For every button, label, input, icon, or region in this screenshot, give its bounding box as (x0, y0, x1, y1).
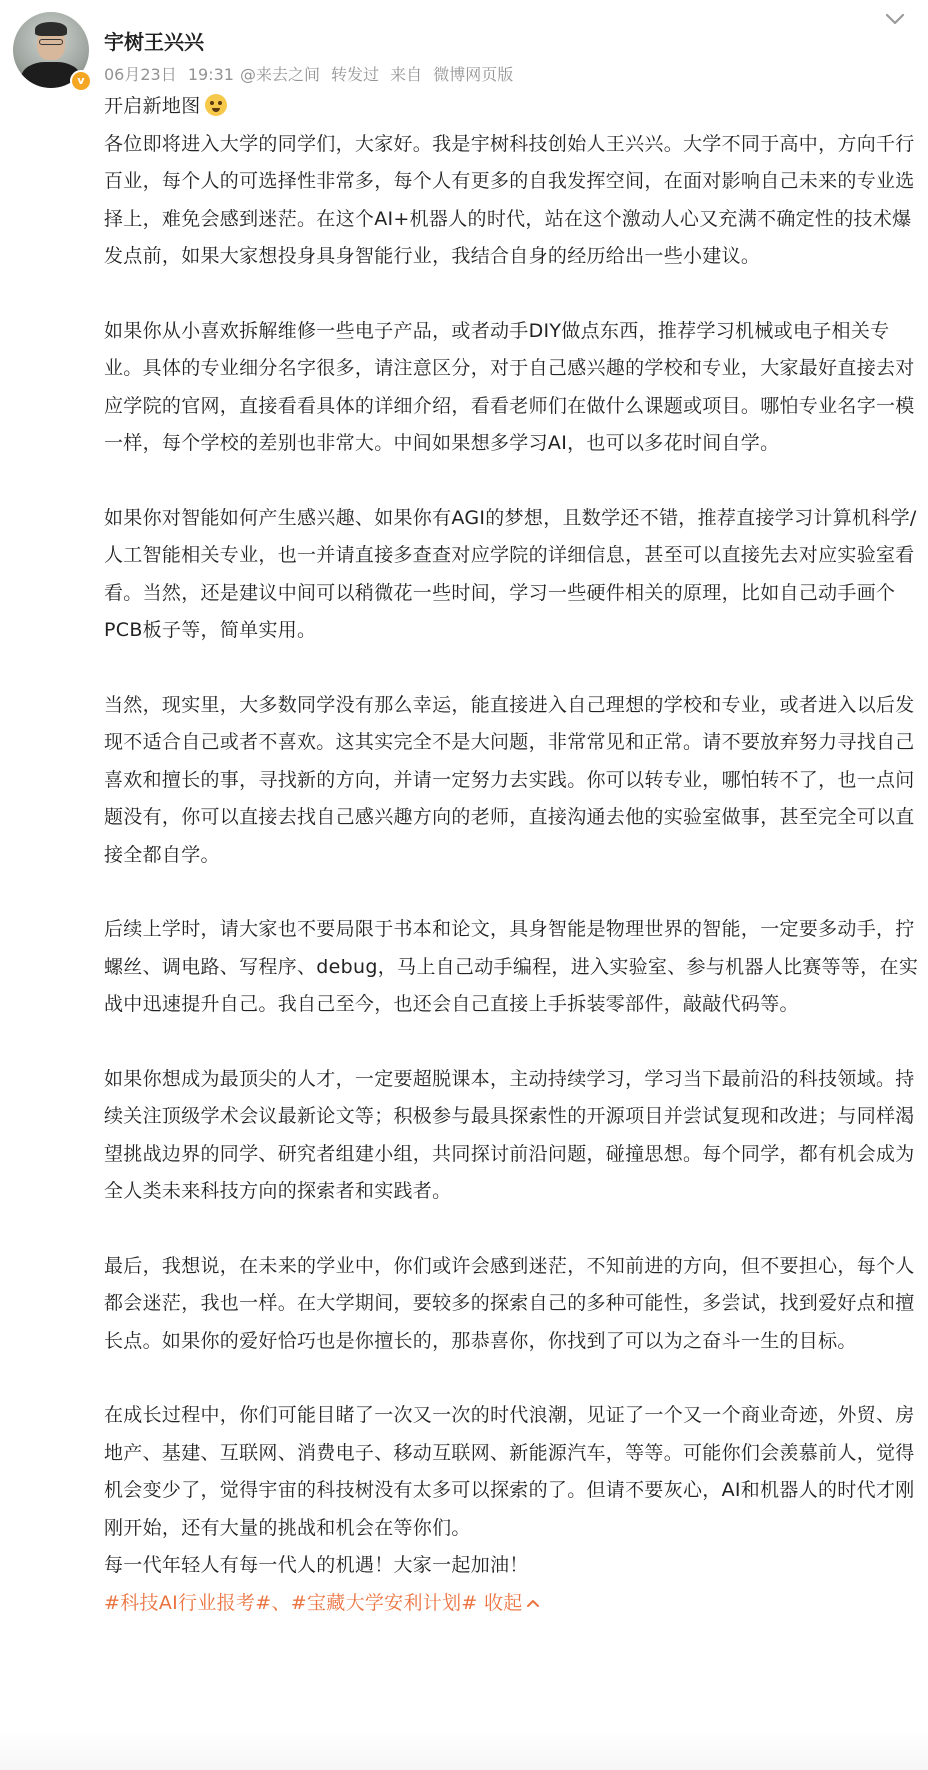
avatar-hair (35, 22, 67, 36)
collapse-button[interactable] (484, 1592, 540, 1614)
paragraph: 后续上学时，请大家也不要局限于书本和论文，具身智能是物理世界的智能，一定要多动手，拧螺丝、调电路、写程序、debug，马上自己动手编程，进入实验室、参与机器人比赛等等，在实战中迅速提升自己。我自己至今，也还会自己直接上手拆装零部件，敲敲代码等。 (104, 918, 919, 1015)
paragraph: 各位即将进入大学的同学们，大家好。我是宇树科技创始人王兴兴。大学不同于高中，方向千行百业，每个人的可选择性非常多，每个人有更多的自我发挥空间，在面对影响自己未来的专业选择上，难免会感到迷茫。在这个AI+机器人的时代，站在这个激动人心又充满不确定性的技术爆发点前，如果大家想投身具身智能行业，我结合自身的经历给出一些小建议。 (104, 132, 915, 267)
bottom-fade (0, 1730, 928, 1770)
chevron-down-icon[interactable] (882, 8, 908, 30)
hashtag-row (104, 1585, 924, 1623)
paragraph: 如果你从小喜欢拆解维修一些电子产品，或者动手DIY做点东西，推荐学习机械或电子相关专业。具体的专业细分名字很多，请注意区分，对于自己感兴趣的学校和专业，大家最好直接去对应学院的官网，直接看看具体的详细介绍，看看老师们在做什么课题或项目。哪怕专业名字一模一样，每个学校的差别也非常大。中间如果想多学习AI，也可以多花时间自学。 (104, 319, 915, 454)
closing-line: 每一代年轻人有每一代人的机遇！大家一起加油！ (104, 1554, 529, 1576)
avatar-glasses (39, 39, 63, 45)
paragraph: 最后，我想说，在未来的学业中，你们或许会感到迷茫，不知前进的方向，但不要担心，每个人都会迷茫，我也一样。在大学期间，要较多的探索自己的多种可能性，多尝试，找到爱好点和擅长点。如果你的爱好恰巧也是你擅长的，那恭喜你，你找到了可以为之奋斗一生的目标。 (104, 1254, 915, 1352)
collapse-label: 收起 (483, 1591, 523, 1614)
hashtag-link[interactable]: #宝藏大学安利计划# (290, 1591, 478, 1614)
scared-face-emoji-icon (205, 94, 227, 116)
reposted-label: 转发过 (331, 65, 380, 84)
source-prefix: 来自 (390, 65, 423, 84)
chevron-up-icon (526, 1598, 540, 1608)
hashtag-link[interactable]: #科技AI行业报考# (104, 1591, 272, 1614)
paragraph: 在成长过程中，你们可能目睹了一次又一次的时代浪潮，见证了一个又一个商业奇迹，外贸、房地产、基建、互联网、消费电子、移动互联网、新能源汽车，等等。可能你们会羡慕前人，觉得机会变少了，觉得宇宙的科技树没有太多可以探索的了。但请不要灰心，AI和机器人的时代才刚刚开始，还有大量的挑战和机会在等你们。 (104, 1404, 915, 1539)
post-headline-line (104, 88, 924, 126)
hashtag-separator: 、 (271, 1591, 291, 1614)
verified-badge-icon: v (70, 70, 92, 92)
paragraph: 当然，现实里，大多数同学没有那么幸运，能直接进入自己理想的学校和专业，或者进入以后发现不适合自己或者不喜欢。这其实完全不是大问题，非常常见和正常。请不要放弃努力寻找自己喜欢和擅长的事，寻找新的方向，并请一定努力去实践。你可以转专业，哪怕转不了，也一点问题没有，你可以直接去找自己感兴趣方向的老师，直接沟通去他的实验室做事，甚至完全可以直接全都自学。 (104, 693, 915, 866)
mention-link[interactable]: @来去之间 (239, 65, 320, 84)
paragraph: 如果你想成为最顶尖的人才，一定要超脱课本，主动持续学习，学习当下最前沿的科技领域。持续关注顶级学术会议最新论文等；积极参与最具探索性的开源项目并尝试复现和改进；与同样渴望挑战边界的同学、研究者组建小组，共同探讨前沿问题，碰撞思想。每个同学，都有机会成为全人类未来科技方向的探索者和实践者。 (104, 1067, 915, 1202)
post-body (104, 88, 924, 1622)
author-name[interactable]: 宇树王兴兴 (104, 30, 204, 54)
post-meta (104, 62, 519, 85)
paragraph: 如果你对智能如何产生感兴趣、如果你有AGI的梦想，且数学还不错，推荐直接学习计算机科学/人工智能相关专业，也一并请直接多查查对应学院的详细信息，甚至可以直接先去对应实验室看看。当然，还是建议中间可以稍微花一些时间，学习一些硬件相关的原理，比如自己动手画个PCB板子等，简单实用。 (104, 506, 917, 641)
post-headline: 开启新地图 (104, 95, 201, 117)
source-label: 微博网页版 (433, 65, 514, 84)
post-date[interactable]: 06月23日 (104, 65, 177, 84)
post-time[interactable]: 19:31 (187, 65, 234, 84)
